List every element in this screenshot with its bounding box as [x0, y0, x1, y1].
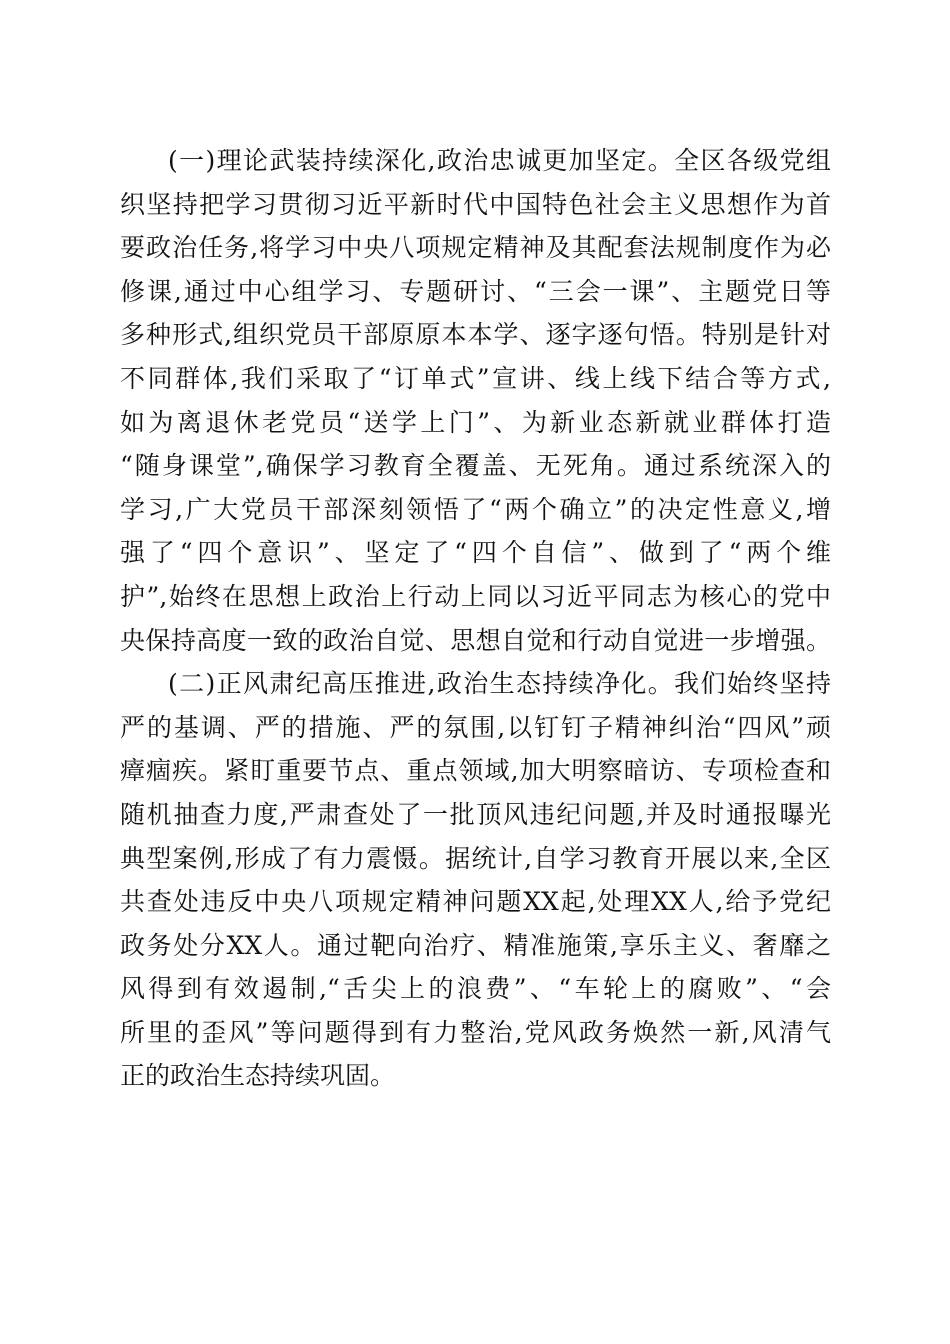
- text-line: 如为离退休老党员“送学上门”、为新业态新就业群体打造: [120, 407, 831, 437]
- paragraph-theory-armament: [120, 139, 831, 662]
- text-line: 护”,始终在思想上政治上行动上同以习近平同志为核心的党中: [120, 581, 831, 611]
- text-line: 不同群体,我们采取了“订单式”宣讲、线上线下结合等方式,: [120, 363, 831, 393]
- text-line: 学习,广大党员干部深刻领悟了“两个确立”的决定性意义,增: [120, 494, 831, 524]
- text-line: 瘴痼疾。紧盯重要节点、重点领域,加大明察暗访、专项检查和: [120, 756, 831, 786]
- text-line: 央保持高度一致的政治自觉、思想自觉和行动自觉进一步增强。: [120, 625, 831, 655]
- text-line: 所里的歪风”等问题得到有力整治,党风政务焕然一新,风清气: [120, 1017, 831, 1047]
- text-line: 要政治任务,将学习中央八项规定精神及其配套法规制度作为必: [120, 233, 831, 263]
- paragraph-discipline: [120, 662, 831, 1098]
- text-line: (一)理论武装持续深化,政治忠诚更加坚定。全区各级党组: [168, 146, 831, 175]
- text-line: 典型案例,形成了有力震慑。据统计,自学习教育开展以来,全区: [120, 843, 831, 873]
- text-line: 织坚持把学习贯彻习近平新时代中国特色社会主义思想作为首: [120, 189, 831, 219]
- text-line: 多种形式,组织党员干部原原本本学、逐字逐句悟。特别是针对: [120, 320, 831, 350]
- text-line: 严的基调、严的措施、严的氛围,以钉钉子精神纠治“四风”顽: [120, 712, 831, 742]
- text-line: 共查处违反中央八项规定精神问题XX起,处理XX人,给予党纪: [120, 887, 831, 917]
- text-line: 正的政治生态持续巩固。: [120, 1061, 396, 1091]
- text-line: 随机抽查力度,严肃查处了一批顶风违纪问题,并及时通报曝光: [120, 799, 831, 829]
- text-line: “随身课堂”,确保学习教育全覆盖、无死角。通过系统深入的: [120, 451, 831, 481]
- text-line: (二)正风肃纪高压推进,政治生态持续净化。我们始终坚持: [168, 669, 831, 699]
- text-line: 政务处分XX人。通过靶向治疗、精准施策,享乐主义、奢靡之: [120, 930, 831, 960]
- text-line: 风得到有效遏制,“舌尖上的浪费”、“车轮上的腐败”、“会: [120, 974, 831, 1004]
- document-page: [120, 139, 831, 1098]
- text-line: 强了“四个意识”、坚定了“四个自信”、做到了“两个维: [120, 538, 831, 568]
- text-line: 修课,通过中心组学习、专题研讨、“三会一课”、主题党日等: [120, 276, 831, 306]
